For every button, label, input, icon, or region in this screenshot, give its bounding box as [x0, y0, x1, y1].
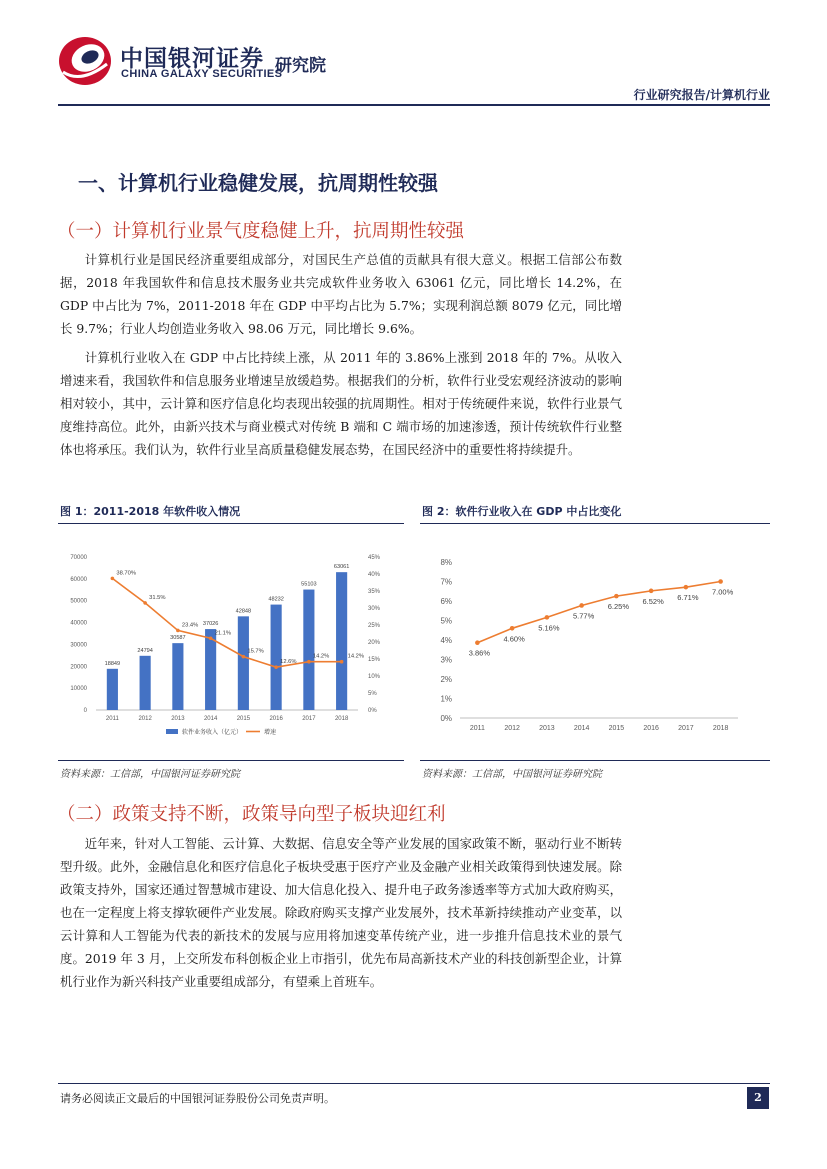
- gdp-share-data-label: 3.86%: [468, 648, 491, 658]
- growth-point: [307, 660, 311, 664]
- section-title: 一、计算机行业稳健发展，抗周期性较强: [78, 171, 438, 195]
- x-tick-label: 2012: [138, 716, 152, 722]
- paragraph-3: 近年来，针对人工智能、云计算、大数据、信息安全等产业发展的国家政策不断，驱动行业不断转型升级。此外，金融信息化和医疗信息化子板块受惠于医疗产业及金融产业相关政策得到快速发展。除政策支持外，国家还通过智慧城市建设、加大信息化投入、提升电子政务渗透率等方式加大政府购买，也在一定程度上将支撑软硬件产业发展。除政府购买支撑产业发展外，技术革新持续推动产业变革，以云计算和人工智能为代表的新技术的发展与应用将加速变革传统产业，进一步推升信息技术业的景气度。2019 年 3 月，上交所发布科创板企业上市指引，优先布局高新技术产业的科技创新型企业，计算机行业作为新兴科技产业重要组成部分，有望乘上首班车。: [60, 836, 622, 989]
- header-rule: [58, 104, 770, 106]
- y-tick-label: 0%: [440, 714, 452, 723]
- y-tick-label: 60000: [70, 576, 87, 583]
- gdp-share-point: [614, 594, 619, 599]
- software-revenue-chart: [58, 540, 404, 750]
- paragraph-2: 计算机行业收入在 GDP 中占比持续上涨，从 2011 年的 3.86%上涨到 2018 年的 7%。从收入增速来看，我国软件和信息服务业增速呈放缓趋势。根据我们的分析，软件行业受宏观经济波动的影响相对较小，其中，云计算和医疗信息化均表现出较强的抗周期性。相对于传统硬件来说，软件行业景气度维持高位。此外，由新兴技术与商业模式对传统 B 端和 C 端市场的加速渗透，预计传统软件行业整体也将承压。我们认为，软件行业呈高质量稳健发展态势，在国民经济中的重要性将持续提升。: [60, 350, 622, 457]
- report-type: 行业研究报告/计算机行业: [633, 88, 770, 102]
- figure-2-source: 资料来源：工信部，中国银河证券研究院: [422, 769, 602, 780]
- figure-2-title: 图 2：软件行业收入在 GDP 中占比变化: [422, 505, 622, 518]
- y2-tick-label: 15%: [368, 657, 381, 663]
- growth-data-label: 38.70%: [116, 570, 137, 577]
- y-tick-label: 40000: [70, 620, 87, 627]
- revenue-data-label: 42848: [235, 608, 252, 615]
- gdp-share-point: [510, 626, 515, 631]
- revenue-data-label: 48232: [268, 596, 284, 603]
- figure-1-title: 图 1：2011-2018 年软件收入情况: [60, 505, 241, 518]
- growth-data-label: 15.7%: [247, 648, 264, 655]
- logo-institute: 研究院: [275, 56, 326, 76]
- revenue-data-label: 30587: [170, 635, 186, 642]
- x-tick-label: 2013: [171, 716, 185, 722]
- logo-english-name: CHINA GALAXY SECURITIES: [121, 68, 283, 80]
- y2-tick-label: 30%: [368, 606, 381, 612]
- gdp-share-data-label: 6.52%: [642, 596, 664, 606]
- x-tick-label: 2018: [334, 716, 349, 722]
- legend-label-revenue: 软件业务收入（亿元）: [182, 730, 243, 736]
- x-tick-label: 2015: [236, 716, 251, 722]
- growth-data-label: 12.6%: [280, 659, 297, 666]
- y-tick-label: 50000: [70, 598, 87, 605]
- figure-2-title-rule: [420, 523, 770, 524]
- y-tick-label: 5%: [440, 616, 452, 626]
- footer-rule: [58, 1083, 770, 1084]
- growth-data-label: 23.4%: [181, 622, 199, 629]
- gdp-share-point: [545, 615, 550, 620]
- growth-point: [176, 629, 180, 633]
- y-tick-label: 0: [83, 708, 87, 714]
- revenue-bar: [271, 605, 282, 710]
- y-tick-label: 70000: [70, 555, 87, 561]
- company-logo: [57, 34, 113, 88]
- revenue-bar: [336, 572, 347, 710]
- y2-tick-label: 40%: [368, 572, 381, 578]
- gdp-share-data-label: 5.77%: [572, 611, 595, 621]
- growth-point: [274, 665, 278, 669]
- revenue-bar: [140, 656, 151, 710]
- y2-tick-label: 35%: [368, 589, 381, 595]
- y-tick-label: 7%: [440, 577, 452, 587]
- revenue-bar: [238, 616, 249, 710]
- y-tick-label: 20000: [70, 664, 87, 671]
- legend-swatch-revenue: [166, 729, 178, 734]
- growth-point: [340, 660, 344, 664]
- x-tick-label: 2017: [302, 716, 316, 722]
- growth-data-label: 31.5%: [149, 594, 166, 601]
- x-tick-label: 2014: [573, 725, 590, 732]
- y2-tick-label: 45%: [368, 555, 381, 561]
- growth-data-label: 14.2%: [347, 653, 365, 660]
- gdp-share-point: [718, 579, 723, 584]
- growth-point: [209, 636, 213, 640]
- subsection-title-1: （一）计算机行业景气度稳健上升，抗周期性较强: [57, 221, 465, 242]
- gdp-share-point: [684, 585, 689, 590]
- y-tick-label: 4%: [440, 636, 452, 645]
- growth-data-label: 21.1%: [214, 630, 232, 637]
- gdp-share-point: [475, 640, 480, 645]
- y-tick-label: 30000: [70, 642, 87, 649]
- paragraph-1: 计算机行业是国民经济重要组成部分，对国民生产总值的贡献具有很大意义。根据工信部公布数据，2018 年我国软件和信息技术服务业共完成软件业务收入 63061 亿元，同比增长 14.2%，在 GDP 中占比为 7%，2011-2018 年在 GDP 中平均占比为 5.7%；实现利润总额 8079 亿元，同比增长 9.7%；行业人均创造业务收入 98.06 万元，同比增长 9.6%。: [60, 252, 622, 336]
- y-tick-label: 2%: [440, 675, 452, 684]
- gdp-share-point: [649, 589, 654, 594]
- subsection-title-2: （二）政策支持不断，政策导向型子板块迎红利: [57, 804, 446, 825]
- x-tick-label: 2018: [712, 725, 729, 732]
- y2-tick-label: 5%: [368, 691, 377, 697]
- revenue-data-label: 24794: [137, 647, 153, 654]
- gdp-share-data-label: 5.16%: [538, 623, 560, 633]
- footer-disclaimer: 请务必阅读正文最后的中国银河证券股份公司免责声明。: [60, 1092, 335, 1105]
- growth-point: [143, 601, 147, 605]
- gdp-share-chart: [420, 540, 770, 750]
- figure-1-bottom-rule: [58, 760, 404, 761]
- growth-point: [242, 655, 246, 659]
- x-tick-label: 2014: [203, 716, 218, 722]
- revenue-data-label: 18849: [104, 660, 121, 667]
- y2-tick-label: 20%: [368, 640, 381, 646]
- gdp-share-data-label: 7.00%: [711, 587, 734, 597]
- x-tick-label: 2011: [105, 716, 119, 722]
- x-tick-label: 2017: [678, 725, 694, 732]
- y2-tick-label: 0%: [368, 708, 377, 714]
- x-tick-label: 2011: [469, 725, 485, 732]
- figure-2-bottom-rule: [420, 760, 770, 761]
- gdp-share-data-label: 6.25%: [607, 602, 630, 612]
- figure-1-source: 资料来源：工信部，中国银河证券研究院: [60, 769, 240, 780]
- growth-data-label: 14.2%: [312, 653, 330, 660]
- revenue-data-label: 63061: [333, 564, 350, 571]
- revenue-bar: [172, 643, 183, 710]
- x-tick-label: 2012: [504, 725, 520, 732]
- logo-chinese-name: 中国银河证券: [120, 46, 264, 72]
- y-tick-label: 6%: [440, 597, 452, 606]
- page-number: 2: [747, 1087, 769, 1109]
- y2-tick-label: 25%: [368, 623, 381, 629]
- growth-point: [111, 577, 115, 581]
- y-tick-label: 3%: [440, 655, 452, 665]
- x-tick-label: 2013: [539, 725, 555, 732]
- x-tick-label: 2015: [608, 725, 625, 732]
- x-tick-label: 2016: [269, 716, 283, 722]
- revenue-bar: [107, 669, 118, 710]
- gdp-share-point: [579, 603, 584, 608]
- y-tick-label: 8%: [440, 558, 452, 567]
- revenue-data-label: 55103: [301, 581, 317, 588]
- gdp-share-data-label: 6.71%: [677, 593, 699, 603]
- revenue-data-label: 37026: [202, 621, 219, 628]
- x-tick-label: 2016: [643, 725, 659, 732]
- legend-label-growth: 增速: [264, 730, 277, 736]
- revenue-bar: [303, 590, 314, 710]
- y-tick-label: 10000: [70, 686, 87, 693]
- y-tick-label: 1%: [440, 694, 452, 704]
- figure-1-title-rule: [58, 523, 404, 524]
- gdp-share-data-label: 4.60%: [503, 634, 525, 644]
- y2-tick-label: 10%: [368, 674, 381, 680]
